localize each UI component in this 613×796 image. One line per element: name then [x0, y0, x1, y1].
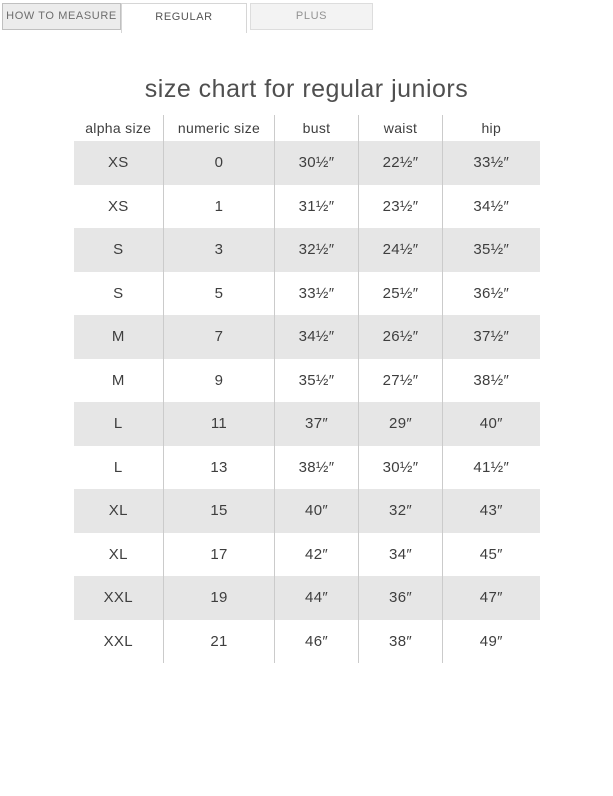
table-cell: 15	[164, 489, 275, 533]
table-cell: 41½″	[443, 446, 540, 490]
table-cell: 9	[164, 359, 275, 403]
table-cell: 38″	[359, 620, 443, 664]
table-cell: 46″	[275, 620, 359, 664]
table-cell: 24½″	[359, 228, 443, 272]
table-cell: 40″	[275, 489, 359, 533]
table-cell: 27½″	[359, 359, 443, 403]
table-cell: 37½″	[443, 315, 540, 359]
table-row	[74, 576, 540, 620]
table-cell: 7	[164, 315, 275, 359]
tab-bar	[0, 0, 613, 33]
table-cell: 5	[164, 272, 275, 316]
table-cell: 45″	[443, 533, 540, 577]
column-header: waist	[359, 115, 443, 141]
table-cell: 19	[164, 576, 275, 620]
table-cell: 44″	[275, 576, 359, 620]
table-cell: 38½″	[443, 359, 540, 403]
table-cell: 42″	[275, 533, 359, 577]
table-cell: 23½″	[359, 185, 443, 229]
table-cell: M	[74, 315, 164, 359]
table-cell: 49″	[443, 620, 540, 664]
table-row	[74, 141, 540, 185]
table-row	[74, 533, 540, 577]
table-cell: S	[113, 284, 124, 302]
table-row	[74, 446, 540, 490]
column-header: hip	[443, 115, 540, 141]
table-cell: 25½″	[359, 272, 443, 316]
table-cell: 33½″	[443, 141, 540, 185]
table-cell: 47″	[443, 576, 540, 620]
table-cell: L	[113, 458, 123, 476]
table-cell: 11	[164, 402, 275, 446]
table-cell: L	[74, 402, 164, 446]
table-cell: 35½″	[275, 359, 359, 403]
table-cell: 30½″	[359, 446, 443, 490]
table-cell: S	[74, 228, 164, 272]
table-cell: XL	[108, 545, 128, 563]
table-cell: XS	[107, 197, 129, 215]
table-cell: 40″	[443, 402, 540, 446]
table-cell: 0	[164, 141, 275, 185]
table-cell: 36″	[359, 576, 443, 620]
table-cell: 43″	[443, 489, 540, 533]
table-row	[74, 402, 540, 446]
table-cell: 32½″	[275, 228, 359, 272]
table-cell: 34½″	[275, 315, 359, 359]
table-row	[74, 489, 540, 533]
table-cell: 29″	[359, 402, 443, 446]
table-row	[74, 315, 540, 359]
table-cell: 3	[164, 228, 275, 272]
table-cell: M	[111, 371, 125, 389]
table-header-row	[74, 115, 540, 141]
table-cell: 30½″	[275, 141, 359, 185]
table-cell: 32″	[359, 489, 443, 533]
table-cell: 22½″	[359, 141, 443, 185]
table-cell: 26½″	[359, 315, 443, 359]
table-cell: XXL	[74, 576, 164, 620]
size-chart-table	[74, 115, 540, 663]
table-cell: 17	[164, 533, 275, 577]
table-cell: XL	[74, 489, 164, 533]
table-cell: 36½″	[443, 272, 540, 316]
table-cell: XS	[74, 141, 164, 185]
table-cell: 13	[164, 446, 275, 490]
tab-regular[interactable]: REGULAR	[121, 3, 247, 33]
tab-how-to-measure[interactable]: HOW TO MEASURE	[2, 3, 121, 30]
page-title: size chart for regular juniors	[144, 75, 469, 103]
table-cell: 31½″	[275, 185, 359, 229]
tab-plus[interactable]: PLUS	[250, 3, 373, 30]
table-cell: 21	[164, 620, 275, 664]
table-cell: 33½″	[275, 272, 359, 316]
table-cell: 35½″	[443, 228, 540, 272]
column-header: bust	[275, 115, 359, 141]
table-cell: 34″	[359, 533, 443, 577]
table-row	[74, 359, 540, 403]
table-row	[74, 185, 540, 229]
table-cell: 34½″	[443, 185, 540, 229]
table-cell: XXL	[103, 632, 133, 650]
table-row	[74, 228, 540, 272]
column-header: numeric size	[164, 115, 275, 141]
table-row	[74, 272, 540, 316]
table-cell: 37″	[275, 402, 359, 446]
table-cell: 38½″	[275, 446, 359, 490]
column-header: alpha size	[74, 115, 164, 141]
table-cell: 1	[164, 185, 275, 229]
table-row	[74, 620, 540, 664]
